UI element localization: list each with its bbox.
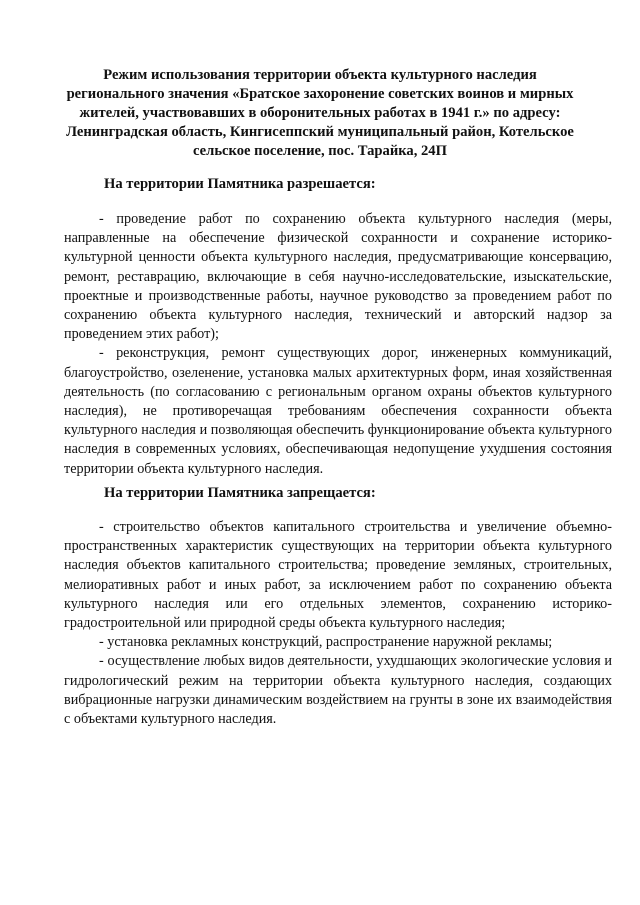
prohibited-list bbox=[64, 518, 612, 729]
prohibited-item-2: - установка рекламных конструкций, распространение наружной рекламы; bbox=[99, 634, 553, 651]
allowed-item-1: - проведение работ по сохранению объекта культурного наследия (меры, направленные на обеспечение физической сохранности и сохранение историко-культурной ценности объекта культурного наследия, предусматривающие консервацию, ремонт, реставрацию, включающие в себя научно-исследовательские, изыскательские, проектные и производственные работы, научное руководство за проведением работ по сохранению объекта культурного наследия, технический и авторский надзор за проведением этих работ); bbox=[64, 211, 612, 343]
prohibited-item-3: - осуществление любых видов деятельности, ухудшающих экологические условия и гидрологический режим на территории объекта культурного наследия, создающих вибрационные нагрузки динамическим воздействием на грунты в зоне их взаимодействия с объектами культурного наследия. bbox=[64, 653, 612, 728]
document-title: Режим использования территории объекта культурного наследия регионального значения «Братское захоронение советских воинов и мирных жителей, участвовавших в оборонительных работах в 1941 г.» по адресу: Ленинградская область, Кингисеппский муниципальный район, Котельское сельское поселение, пос. Тарайка, 24П bbox=[66, 67, 574, 159]
allowed-list bbox=[64, 210, 612, 479]
allowed-item-2: - реконструкция, ремонт существующих дорог, инженерных коммуникаций, благоустройство, озеленение, установка малых архитектурных форм, иная хозяйственная деятельность (по согласованию с региональным органом охраны объектов культурного наследия), не противоречащая требованиям обеспечения сохранности объекта культурного наследия и позволяющая обеспечить функционирование объекта культурного наследия в современных условиях, обеспечивающая недопущение ухудшения состояния территории объекта культурного наследия. bbox=[64, 345, 612, 477]
prohibited-heading: На территории Памятника запрещается: bbox=[104, 485, 376, 501]
prohibited-item-1: - строительство объектов капитального строительства и увеличение объемно-пространственных характеристик существующих на территории объекта культурного наследия объектов капитального строительства; проведение земляных, строительных, мелиоративных работ и иных работ, за исключением работ по сохранению объекта культурного наследия или его отдельных элементов, сохранению историко-градостроительной или природной среды объекта культурного наследия; bbox=[64, 519, 612, 632]
allowed-heading: На территории Памятника разрешается: bbox=[104, 176, 376, 192]
